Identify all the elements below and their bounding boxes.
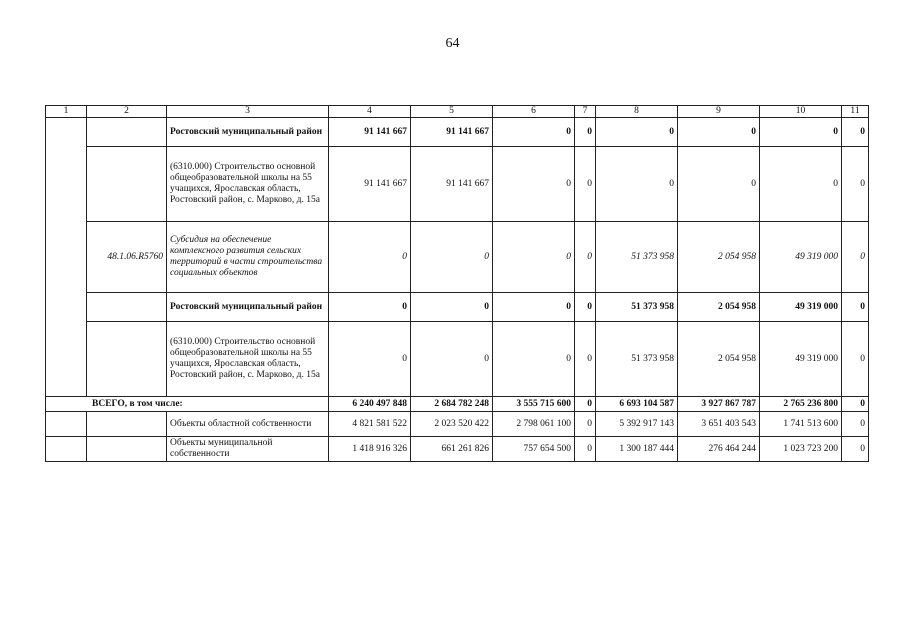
column-header: 8 (596, 106, 678, 118)
value-cell: 2 054 958 (678, 222, 760, 293)
ownership-name-cell: Объекты областной собственности (167, 412, 329, 437)
table-row (46, 147, 869, 222)
table-row (46, 118, 869, 147)
column-header: 3 (167, 106, 329, 118)
ownership-value-cell: 0 (842, 437, 869, 462)
value-cell: 49 319 000 (760, 293, 842, 322)
value-cell: 0 (329, 293, 411, 322)
empty-cell (87, 412, 167, 437)
value-cell: 0 (842, 222, 869, 293)
object-name-cell: Ростовский муниципальный район (167, 293, 329, 322)
row-number-cell (46, 118, 87, 397)
value-cell: 0 (575, 222, 596, 293)
ownership-value-cell: 2 798 061 100 (493, 412, 575, 437)
column-header: 9 (678, 106, 760, 118)
value-cell: 91 141 667 (329, 147, 411, 222)
value-cell: 0 (678, 118, 760, 147)
ownership-value-cell: 1 741 513 600 (760, 412, 842, 437)
value-cell: 91 141 667 (411, 118, 493, 147)
budget-code-cell: 48.1.06.R5760 (87, 222, 167, 293)
ownership-value-cell: 1 418 916 326 (329, 437, 411, 462)
value-cell: 0 (842, 147, 869, 222)
value-cell: 0 (411, 322, 493, 397)
value-cell: 0 (493, 322, 575, 397)
table-row (46, 293, 869, 322)
ownership-value-cell: 2 023 520 422 (411, 412, 493, 437)
value-cell: 0 (678, 147, 760, 222)
value-cell: 0 (411, 222, 493, 293)
total-value-cell: 2 765 236 800 (760, 397, 842, 412)
budget-code-cell (87, 147, 167, 222)
column-header: 4 (329, 106, 411, 118)
value-cell: 0 (493, 147, 575, 222)
table-body (46, 106, 869, 462)
value-cell: 51 373 958 (596, 322, 678, 397)
ownership-row (46, 412, 869, 437)
budget-code-cell (87, 322, 167, 397)
column-header: 6 (493, 106, 575, 118)
value-cell: 2 054 958 (678, 322, 760, 397)
value-cell: 0 (575, 293, 596, 322)
ownership-value-cell: 4 821 581 522 (329, 412, 411, 437)
column-header: 10 (760, 106, 842, 118)
ownership-value-cell: 0 (575, 412, 596, 437)
value-cell: 0 (493, 222, 575, 293)
object-name-cell: (6310.000) Строительство основной общеобразовательной школы на 55 учащихся, Ярославская область, Ростовский район, с. Марково, д. 15а (167, 147, 329, 222)
value-cell: 0 (842, 118, 869, 147)
ownership-value-cell: 0 (842, 412, 869, 437)
value-cell: 0 (596, 147, 678, 222)
total-label: ВСЕГО, в том числе: (46, 397, 329, 412)
total-value-cell: 6 240 497 848 (329, 397, 411, 412)
value-cell: 49 319 000 (760, 322, 842, 397)
ownership-value-cell: 276 464 244 (678, 437, 760, 462)
ownership-row (46, 437, 869, 462)
ownership-value-cell: 757 654 500 (493, 437, 575, 462)
value-cell: 49 319 000 (760, 222, 842, 293)
object-name-cell: Субсидия на обеспечение комплексного развития сельских территорий в части строительства социальных объектов (167, 222, 329, 293)
value-cell: 91 141 667 (329, 118, 411, 147)
value-cell: 91 141 667 (411, 147, 493, 222)
budget-code-cell (87, 118, 167, 147)
total-row (46, 397, 869, 412)
ownership-value-cell: 1 300 187 444 (596, 437, 678, 462)
value-cell: 0 (596, 118, 678, 147)
table-row (46, 222, 869, 293)
value-cell: 0 (329, 222, 411, 293)
value-cell: 2 054 958 (678, 293, 760, 322)
value-cell: 51 373 958 (596, 222, 678, 293)
ownership-value-cell: 5 392 917 143 (596, 412, 678, 437)
total-value-cell: 2 684 782 248 (411, 397, 493, 412)
value-cell: 0 (411, 293, 493, 322)
value-cell: 0 (575, 322, 596, 397)
value-cell: 51 373 958 (596, 293, 678, 322)
total-value-cell: 6 693 104 587 (596, 397, 678, 412)
value-cell: 0 (760, 147, 842, 222)
table-row (46, 322, 869, 397)
total-value-cell: 0 (575, 397, 596, 412)
ownership-value-cell: 1 023 723 200 (760, 437, 842, 462)
budget-table (45, 105, 869, 462)
value-cell: 0 (575, 118, 596, 147)
empty-cell (46, 412, 87, 437)
value-cell: 0 (493, 293, 575, 322)
total-value-cell: 3 927 867 787 (678, 397, 760, 412)
table-header-row (46, 106, 869, 118)
ownership-value-cell: 661 261 826 (411, 437, 493, 462)
column-header: 2 (87, 106, 167, 118)
object-name-cell: Ростовский муниципальный район (167, 118, 329, 147)
ownership-value-cell: 3 651 403 543 (678, 412, 760, 437)
value-cell: 0 (842, 322, 869, 397)
empty-cell (87, 437, 167, 462)
value-cell: 0 (493, 118, 575, 147)
column-header: 11 (842, 106, 869, 118)
value-cell: 0 (842, 293, 869, 322)
page-number: 64 (445, 36, 460, 51)
total-value-cell: 0 (842, 397, 869, 412)
empty-cell (46, 437, 87, 462)
column-header: 1 (46, 106, 87, 118)
total-value-cell: 3 555 715 600 (493, 397, 575, 412)
ownership-value-cell: 0 (575, 437, 596, 462)
value-cell: 0 (329, 322, 411, 397)
value-cell: 0 (760, 118, 842, 147)
value-cell: 0 (575, 147, 596, 222)
ownership-name-cell: Объекты муниципальной собственности (167, 437, 329, 462)
column-header: 5 (411, 106, 493, 118)
budget-code-cell (87, 293, 167, 322)
column-header: 7 (575, 106, 596, 118)
object-name-cell: (6310.000) Строительство основной общеобразовательной школы на 55 учащихся, Ярославская область, Ростовский район, с. Марково, д. 15а (167, 322, 329, 397)
